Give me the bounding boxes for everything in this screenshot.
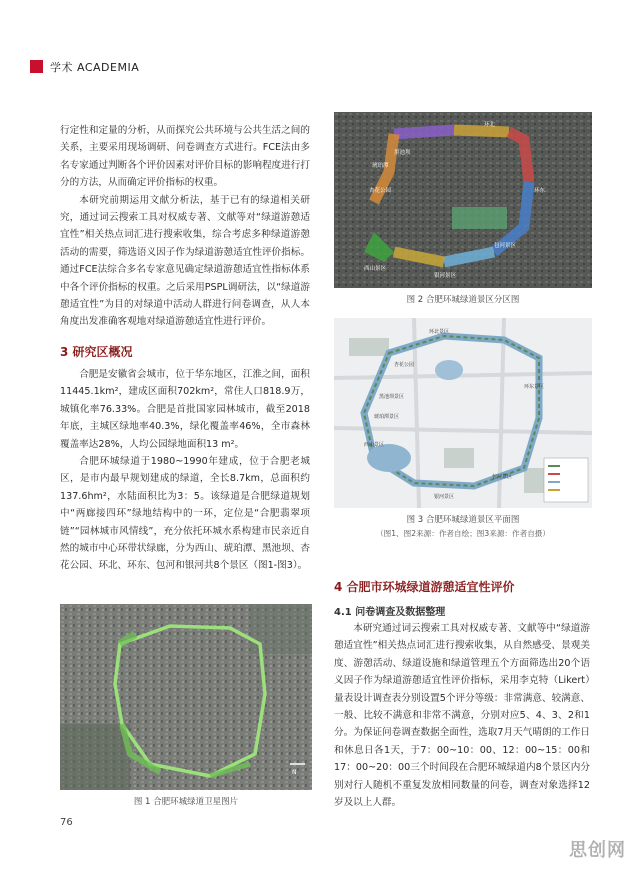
figure-1-caption: 图 1 合肥环城绿道卫星图片	[133, 797, 239, 807]
fig1-scale-text: N	[292, 769, 297, 776]
paragraph-2: 本研究前期运用文献分析法，基于已有的绿道相关研究，通过词云搜索工具对权威专著、文献等对“绿道游憩适宜性”相关热点词汇进行搜索收集，综合考虑多种绿道游憩活动的需要，筛选语义因子作为绿道游憩适宜性评价指标。通过FCE法综合多名专家意见确定绿道游憩适宜性指标体系中各个评价指标的权重。之后采用PSPL调研法，以“绿道游憩适宜性”为目的对绿道中活动人群进行问卷调查，从人本角度出发准确客观地对绿道游憩适宜性进行评价。	[60, 194, 310, 328]
fig3-label-0: 环北景区	[429, 329, 450, 335]
fig3-label-1: 杏花公园	[394, 362, 415, 368]
section-3-title: 3 研究区概况	[60, 344, 133, 359]
fig3-label-2: 黑池坝景区	[379, 394, 405, 400]
left-column	[60, 122, 310, 575]
figure-3-plan-map	[334, 318, 592, 508]
fig2-label-2: 杏花公园	[369, 188, 392, 194]
figure-1-satellite	[60, 604, 312, 790]
fig2-label-0: 琥珀潭	[372, 163, 389, 169]
paragraph-4: 合肥环城绿道于1980~1990年建成，位于合肥老城区，是市内最早规划建成的绿道，全长8.7km，总面积约137.6hm²，水陆面积比为3：5。该绿道是合肥绿道规划中“两廊接四环”绿地结构中的一环，定位是“合肥翡翠项链”“园林城市风情线”，充分依托环城水系构建市民亲近自然的城市中心环带状绿廊，分为西山、琥珀潭、黑池坝、杏花公园、环北、环东、包河和银河共8个景区（图1-图3）。	[60, 455, 310, 572]
fig2-label-5: 西山景区	[364, 266, 387, 272]
fig3-label-7: 环东景区	[524, 384, 545, 390]
page-number: 76	[60, 817, 73, 828]
fig2-label-6: 包河景区	[494, 243, 517, 249]
fig3-label-6: 包河景区	[492, 474, 513, 480]
header-label: 学术 ACADEMIA	[50, 61, 140, 74]
section-4-block	[334, 578, 590, 811]
fig2-label-4: 黑池坝	[394, 150, 411, 156]
figure-source-note: （图1、图2来源：作者自绘；图3来源：作者自摄）	[376, 529, 550, 538]
paragraph-1: 行定性和定量的分析，从而探究公共环境与公共生活之间的关系，主要采用现场调研、问卷调查方式进行。FCE法由多名专家通过判断各个评价因素对评价目标的影响程度进行打分的方法，从而确定评价指标的权重。	[60, 125, 310, 189]
watermark: 思创网	[569, 840, 626, 861]
figure-2-caption: 图 2 合肥环城绿道景区分区图	[406, 295, 520, 305]
fig3-label-5: 银河景区	[434, 494, 455, 500]
fig2-label-7: 银河景区	[434, 273, 457, 279]
section-4-1-title: 4.1 问卷调查及数据整理	[334, 607, 446, 618]
paragraph-5: 本研究通过词云搜索工具对权威专著、文献等中“绿道游憩适宜性”相关热点词汇进行搜索收集，从自然感受、景观美度、游憩活动、绿道设施和绿道管理五个方面筛选出20个语义因子作为绿道游憩适宜性评价指标，采用李克特（Likert）量表设计调查表分别设置5个评分等级：非常满意、较满意、一般、比较不满意和非常不满意，分别对应5、4、3、2和1分。为保证问卷调查数据全面性，选取7月天气晴朗的工作日和休息日各1天，于7：00~10：00、12：00~15：00和17：00~20：00三个时间段在合肥环城绿道内8个景区内分别对行人随机不重复发放相同数量的问卷，调查对象选择12岁及以上人群。	[334, 623, 590, 809]
fig2-label-1: 环北	[484, 122, 496, 128]
figure-3-caption: 图 3 合肥环城绿道景区平面图	[406, 515, 520, 525]
paragraph-3: 合肥是安徽省会城市，位于华东地区，江淮之间，面积11445.1km²，建成区面积702km²，常住人口818.9万，城镇化率76.33%。合肥是首批国家园林城市，截至2018年底，主城区绿地率40.3%，绿化覆盖率46%，全市森林覆盖率达28%，人均公园绿地面积13 m²。	[60, 368, 310, 450]
fig3-label-4: 西山景区	[364, 442, 385, 448]
header-red-square	[30, 60, 43, 73]
fig2-label-3: 环东	[534, 188, 546, 194]
figure-2-zone-map	[334, 112, 592, 288]
fig3-label-3: 琥珀潭景区	[374, 414, 400, 420]
section-4-title: 4 合肥市环城绿道游憩适宜性评价	[334, 580, 515, 594]
